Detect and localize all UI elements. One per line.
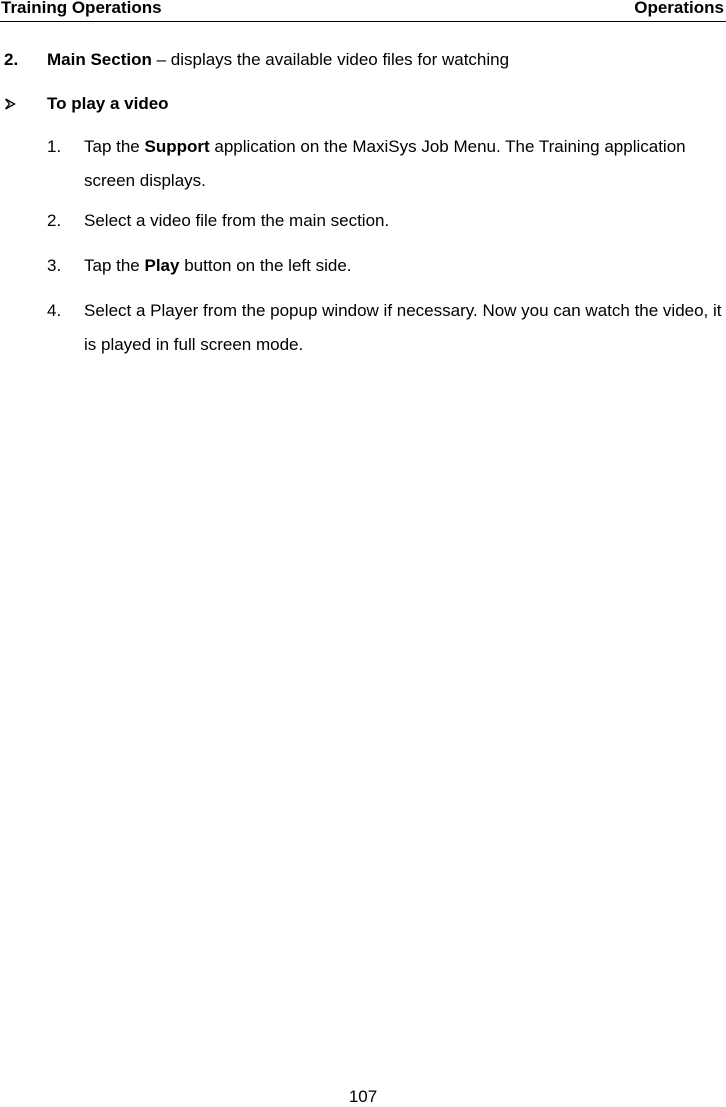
section-rest: – displays the available video files for watching [151, 50, 510, 69]
header-chapter-title: Operations [634, 0, 724, 17]
step-text-prefix: Tap the [84, 256, 145, 275]
step-text [84, 249, 724, 283]
step-text: Select a video file from the main section. [84, 211, 390, 230]
step-bold-term: Support [144, 137, 210, 156]
arrow-bullet-icon [4, 98, 16, 110]
page-header [0, 0, 726, 22]
step-text-suffix: button on the left side. [179, 256, 352, 275]
step-bold-term: Play [144, 256, 180, 275]
section-number: 2. [4, 50, 19, 69]
step-text-suffix: application on the MaxiSys Job Menu. The Training application screen displays. [84, 137, 686, 190]
step-text: Select a Player from the popup window if necessary. Now you can watch the video, it is played in full screen mode. [84, 301, 722, 354]
step-number: 1. [47, 137, 62, 156]
step-text [84, 130, 724, 198]
step-number: 4. [47, 301, 62, 320]
step-number: 2. [47, 211, 62, 230]
section-description [47, 49, 509, 71]
page-number: 107 [348, 1087, 378, 1106]
step-number: 3. [47, 256, 62, 275]
step-text-prefix: Tap the [84, 137, 145, 156]
procedure-title: To play a video [47, 94, 169, 113]
section-title: Main Section [47, 50, 152, 69]
header-section-title: Training Operations [1, 0, 162, 17]
